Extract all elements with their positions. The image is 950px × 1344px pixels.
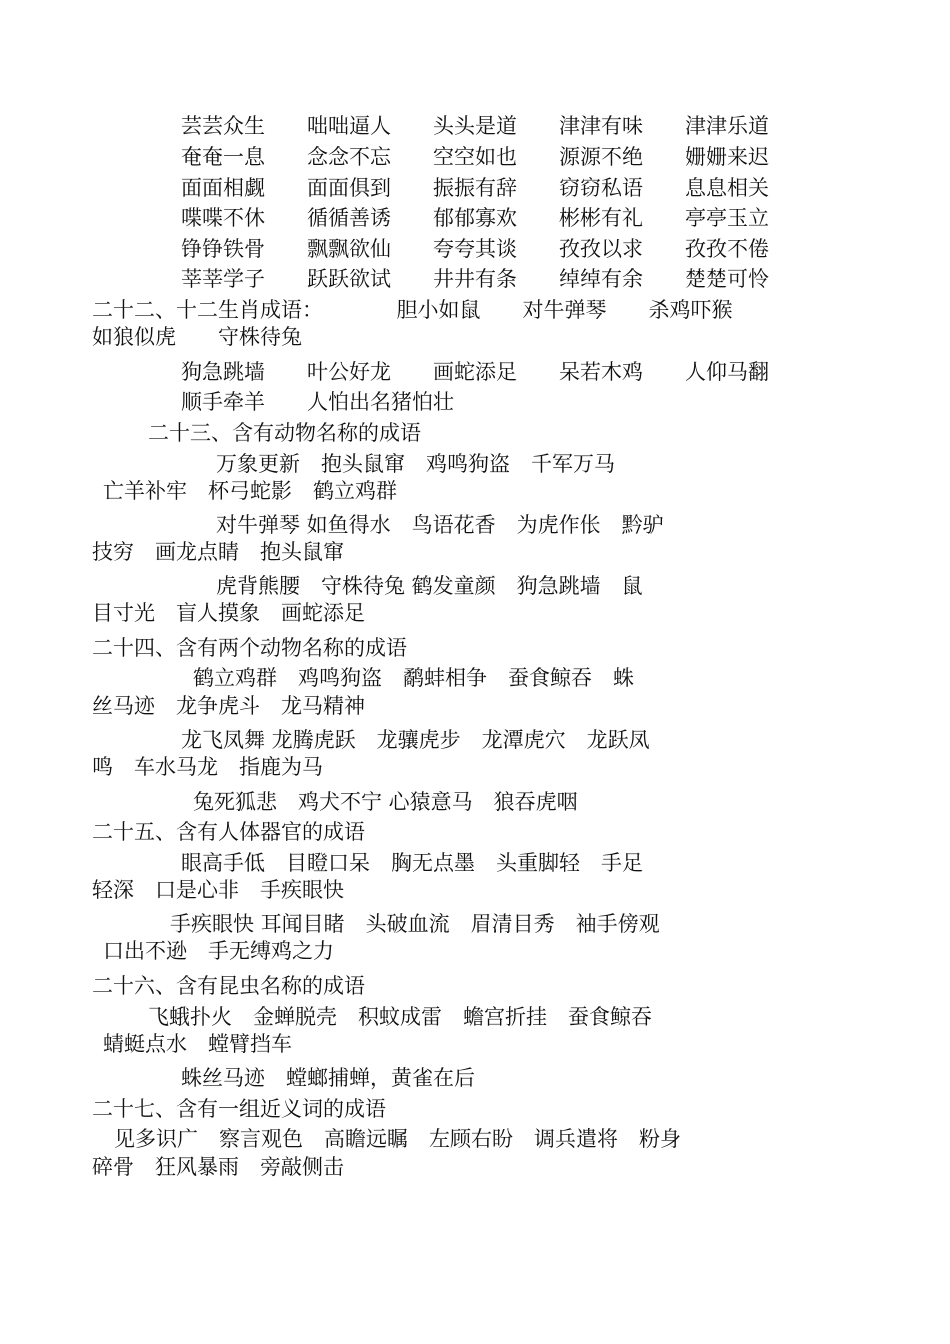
section-24-text-5: 兔死狐悲 鸡犬不宁 心猿意马 狼吞虎咽 <box>193 790 578 814</box>
section-heading-23: 二十三、含有动物名称的成语 <box>148 421 421 445</box>
section-heading-26: 二十六、含有昆虫名称的成语 <box>92 974 365 998</box>
section-23-text-1: 万象更新 抱头鼠窜 鸡鸣狗盗 千军万马 <box>216 452 615 476</box>
idiom-row-reduplicated-4: 喋喋不休 循循善诱 郁郁寡欢 彬彬有礼 亭亭玉立 <box>181 206 769 230</box>
idiom-row-reduplicated-1: 芸芸众生 咄咄逼人 头头是道 津津有味 津津乐道 <box>181 114 769 138</box>
section-24-text-1: 鹤立鸡群 鸡鸣狗盗 鹬蚌相争 蚕食鲸吞 蛛 <box>193 666 634 690</box>
section-27-text-1: 见多识广 察言观色 高瞻远瞩 左顾右盼 调兵遣将 粉身 <box>114 1127 681 1151</box>
section-heading-25: 二十五、含有人体器官的成语 <box>92 820 365 844</box>
section-24-text-4: 鸣 车水马龙 指鹿为马 <box>92 755 323 779</box>
section-24-text-3: 龙飞凤舞 龙腾虎跃 龙骧虎步 龙潭虎穴 龙跃凤 <box>181 728 650 752</box>
section-heading-27: 二十七、含有一组近义词的成语 <box>92 1097 386 1121</box>
section-24-text-2: 丝马迹 龙争虎斗 龙马精神 <box>92 694 365 718</box>
section-23-text-2: 亡羊补牢 杯弓蛇影 鹤立鸡群 <box>103 479 397 503</box>
section-23-text-5: 虎背熊腰 守株待兔 鹤发童颜 狗急跳墙 鼠 <box>216 574 643 598</box>
section-22-text-1: 如狼似虎 守株待兔 <box>92 325 302 349</box>
section-25-text-3: 手疾眼快 耳闻目睹 头破血流 眉清目秀 袖手傍观 <box>170 912 660 936</box>
idiom-row-reduplicated-2: 奄奄一息 念念不忘 空空如也 源源不绝 姗姗来迟 <box>181 145 769 169</box>
idiom-row-reduplicated-3: 面面相觑 面面俱到 振振有辞 窃窃私语 息息相关 <box>181 176 769 200</box>
section-23-text-4: 技穷 画龙点睛 抱头鼠窜 <box>92 540 344 564</box>
section-26-text-2: 蜻蜓点水 螳臂挡车 <box>103 1032 292 1056</box>
section-22-text-2: 狗急跳墙 叶公好龙 画蛇添足 呆若木鸡 人仰马翻 <box>181 360 769 384</box>
section-heading-22: 二十二、十二生肖成语： 胆小如鼠 对牛弹琴 杀鸡吓猴 <box>92 298 733 322</box>
section-26-text-1: 飞蛾扑火 金蝉脱壳 积蚊成雷 蟾宫折挂 蚕食鲸吞 <box>148 1005 652 1029</box>
section-27-text-2: 碎骨 狂风暴雨 旁敲侧击 <box>92 1155 344 1179</box>
section-23-text-6: 目寸光 盲人摸象 画蛇添足 <box>92 601 365 625</box>
section-23-text-3: 对牛弹琴 如鱼得水 鸟语花香 为虎作伥 黔驴 <box>216 513 664 537</box>
section-25-text-4: 口出不逊 手无缚鸡之力 <box>103 939 334 963</box>
section-22-text-3: 顺手牵羊 人怕出名猪怕壮 <box>181 390 454 414</box>
idiom-row-reduplicated-5: 铮铮铁骨 飘飘欲仙 夸夸其谈 孜孜以求 孜孜不倦 <box>181 237 769 261</box>
section-25-text-1: 眼高手低 目瞪口呆 胸无点墨 头重脚轻 手足 <box>181 851 643 875</box>
section-25-text-2: 轻深 口是心非 手疾眼快 <box>92 878 344 902</box>
idiom-row-reduplicated-6: 莘莘学子 跃跃欲试 井井有条 绰绰有余 楚楚可怜 <box>181 267 769 291</box>
section-26-text-3: 蛛丝马迹 螳螂捕蝉，黄雀在后 <box>181 1066 475 1090</box>
section-heading-24: 二十四、含有两个动物名称的成语 <box>92 636 407 660</box>
